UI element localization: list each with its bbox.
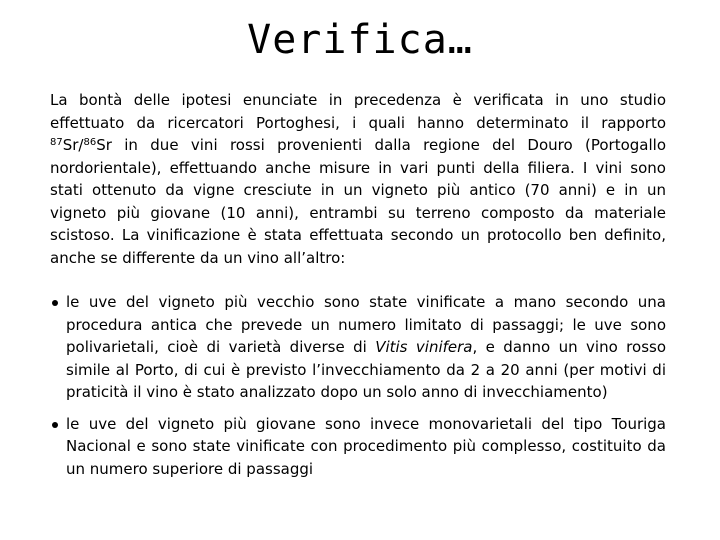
bullet-dot-icon	[52, 422, 58, 428]
bullet-2-text: le uve del vigneto più giovane sono invece monovarietali del tipo Touriga Nacional e sono state vinificate con procedimento più complesso, costituito da un numero superiore di passaggi	[66, 414, 666, 478]
intro-text-part2: in due vini rossi provenienti dalla regione del Douro (Portogallo nordorientale), effettuando anche misure in vari punti della filiera. I vini sono stati ottenuto da vigne cresciute in un vigneto più antico (70 anni) e in un vigneto più giovane (10 anni), entrambi su terreno composto da materiale scistoso. La vinificazione è stata effettuata secondo un protocollo ben definito, anche se differente da un vino all’altro:	[50, 136, 666, 267]
isotope-mass-86: 86	[83, 137, 97, 148]
isotope-symbol-sr-2: Sr	[96, 136, 112, 154]
bullet-1-text-after: , e danno un vino rosso simile al Porto, di cui è previsto l’invecchiamento da 2 a 20 anni (per motivi di praticità il vino è stato analizzato dopo un solo anno di invecchiamento)	[66, 338, 667, 401]
bullet-dot-icon	[52, 300, 58, 306]
bullet-item-old-vineyard	[50, 291, 666, 404]
bullet-1-text-before: le uve del vigneto più vecchio sono state vinificate a mano secondo una procedura antica che prevede un numero limitato di passaggi; le uve sono polivarietali, cioè di varietà diverse di	[66, 293, 666, 356]
intro-text-part1: La bontà delle ipotesi enunciate in precedenza è verificata in uno studio effettuato da ricercatori Portoghesi, i quali hanno determinato il rapporto	[50, 91, 666, 132]
isotope-mass-87: 87	[50, 137, 63, 148]
bullet-1-species: Vitis vinifera	[375, 338, 473, 356]
isotope-symbol-sr: Sr/	[62, 136, 84, 154]
intro-paragraph	[50, 89, 666, 269]
bullet-list	[50, 291, 666, 480]
bullet-item-young-vineyard	[50, 413, 666, 481]
slide-title: Verifica…	[247, 17, 473, 63]
